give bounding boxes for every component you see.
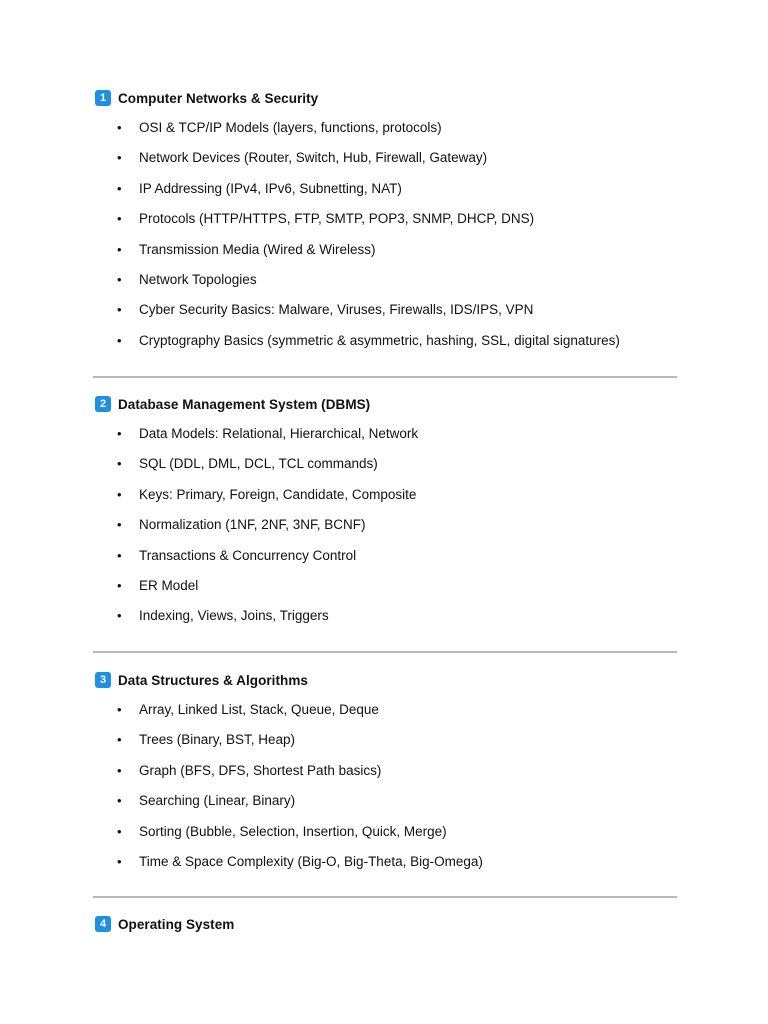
topic-list [95,695,677,877]
list-item-text: Normalization (1NF, 2NF, 3NF, BCNF) [139,517,366,533]
section-dbms [95,393,677,632]
topic-list [95,113,677,356]
bullet-icon: • [117,456,122,472]
list-item-text: Sorting (Bubble, Selection, Insertion, Quick, Merge) [139,823,447,839]
list-item-text: Graph (BFS, DFS, Shortest Path basics) [139,762,382,778]
bullet-icon: • [117,702,122,717]
bullet-icon: • [117,608,122,624]
list-item [95,419,677,449]
bullet-icon: • [117,547,122,563]
list-item [95,847,677,877]
bullet-icon: • [117,732,122,748]
number-4-badge-icon: 4 [95,916,111,932]
bullet-icon: • [117,332,122,348]
list-item [95,480,677,510]
list-item-text: Searching (Linear, Binary) [139,793,296,809]
section-heading [95,913,677,935]
section-heading [95,87,677,109]
bullet-icon: • [117,853,122,869]
list-item [95,204,677,234]
topic-list [95,419,677,632]
list-item [95,786,677,816]
list-item [95,695,677,725]
bullet-icon: • [117,271,122,287]
section-divider [93,651,677,653]
section-divider [93,376,677,378]
list-item-text: Keys: Primary, Foreign, Candidate, Composite [139,486,417,502]
list-item-text: IP Addressing (IPv4, IPv6, Subnetting, NAT) [139,180,402,196]
list-item-text: OSI & TCP/IP Models (layers, functions, protocols) [139,120,442,135]
list-item-text: Indexing, Views, Joins, Triggers [139,608,329,624]
number-2-badge-icon: 2 [95,396,111,412]
list-item-text: SQL (DDL, DML, DCL, TCL commands) [139,456,378,472]
list-item [95,326,677,356]
list-item [95,265,677,295]
list-item [95,143,677,173]
list-item-text: Cryptography Basics (symmetric & asymmetric, hashing, SSL, digital signatures) [139,332,620,348]
list-item [95,235,677,265]
section-title: Operating System [118,916,235,932]
number-3-badge-icon: 3 [95,672,111,688]
list-item-text: Time & Space Complexity (Big-O, Big-Theta, Big-Omega) [139,853,483,869]
list-item-text: Data Models: Relational, Hierarchical, Network [139,426,419,441]
bullet-icon: • [117,120,122,135]
bullet-icon: • [117,426,122,441]
bullet-icon: • [117,486,122,502]
list-item-text: Protocols (HTTP/HTTPS, FTP, SMTP, POP3, SNMP, DHCP, DNS) [139,211,535,227]
list-item [95,113,677,143]
bullet-icon: • [117,150,122,166]
section-title: Computer Networks & Security [118,90,319,106]
list-item [95,174,677,204]
section-operating-system [95,913,677,935]
list-item [95,449,677,479]
section-computer-networks [95,87,677,356]
list-item-text: Trees (Binary, BST, Heap) [139,732,296,748]
list-item-text: Network Devices (Router, Switch, Hub, Firewall, Gateway) [139,150,488,166]
list-item [95,295,677,325]
bullet-icon: • [117,517,122,533]
list-item [95,756,677,786]
list-item [95,541,677,571]
section-heading [95,669,677,691]
section-heading [95,393,677,415]
list-item-text: Transactions & Concurrency Control [139,547,357,563]
list-item [95,510,677,540]
bullet-icon: • [117,823,122,839]
list-item-text: Transmission Media (Wired & Wireless) [139,241,376,257]
bullet-icon: • [117,762,122,778]
list-item [95,817,677,847]
section-title: Data Structures & Algorithms [118,672,308,688]
list-item [95,601,677,631]
list-item-text: Array, Linked List, Stack, Queue, Deque [139,702,379,717]
number-1-badge-icon: 1 [95,90,111,106]
section-data-structures [95,669,677,877]
bullet-icon: • [117,577,122,593]
list-item-text: Cyber Security Basics: Malware, Viruses, Firewalls, IDS/IPS, VPN [139,302,534,318]
bullet-icon: • [117,302,122,318]
bullet-icon: • [117,211,122,227]
section-title: Database Management System (DBMS) [118,396,371,412]
bullet-icon: • [117,241,122,257]
list-item [95,725,677,755]
bullet-icon: • [117,793,122,809]
list-item-text: Network Topologies [139,271,257,287]
section-divider [93,896,677,898]
list-item-text: ER Model [139,577,199,593]
list-item [95,571,677,601]
bullet-icon: • [117,180,122,196]
